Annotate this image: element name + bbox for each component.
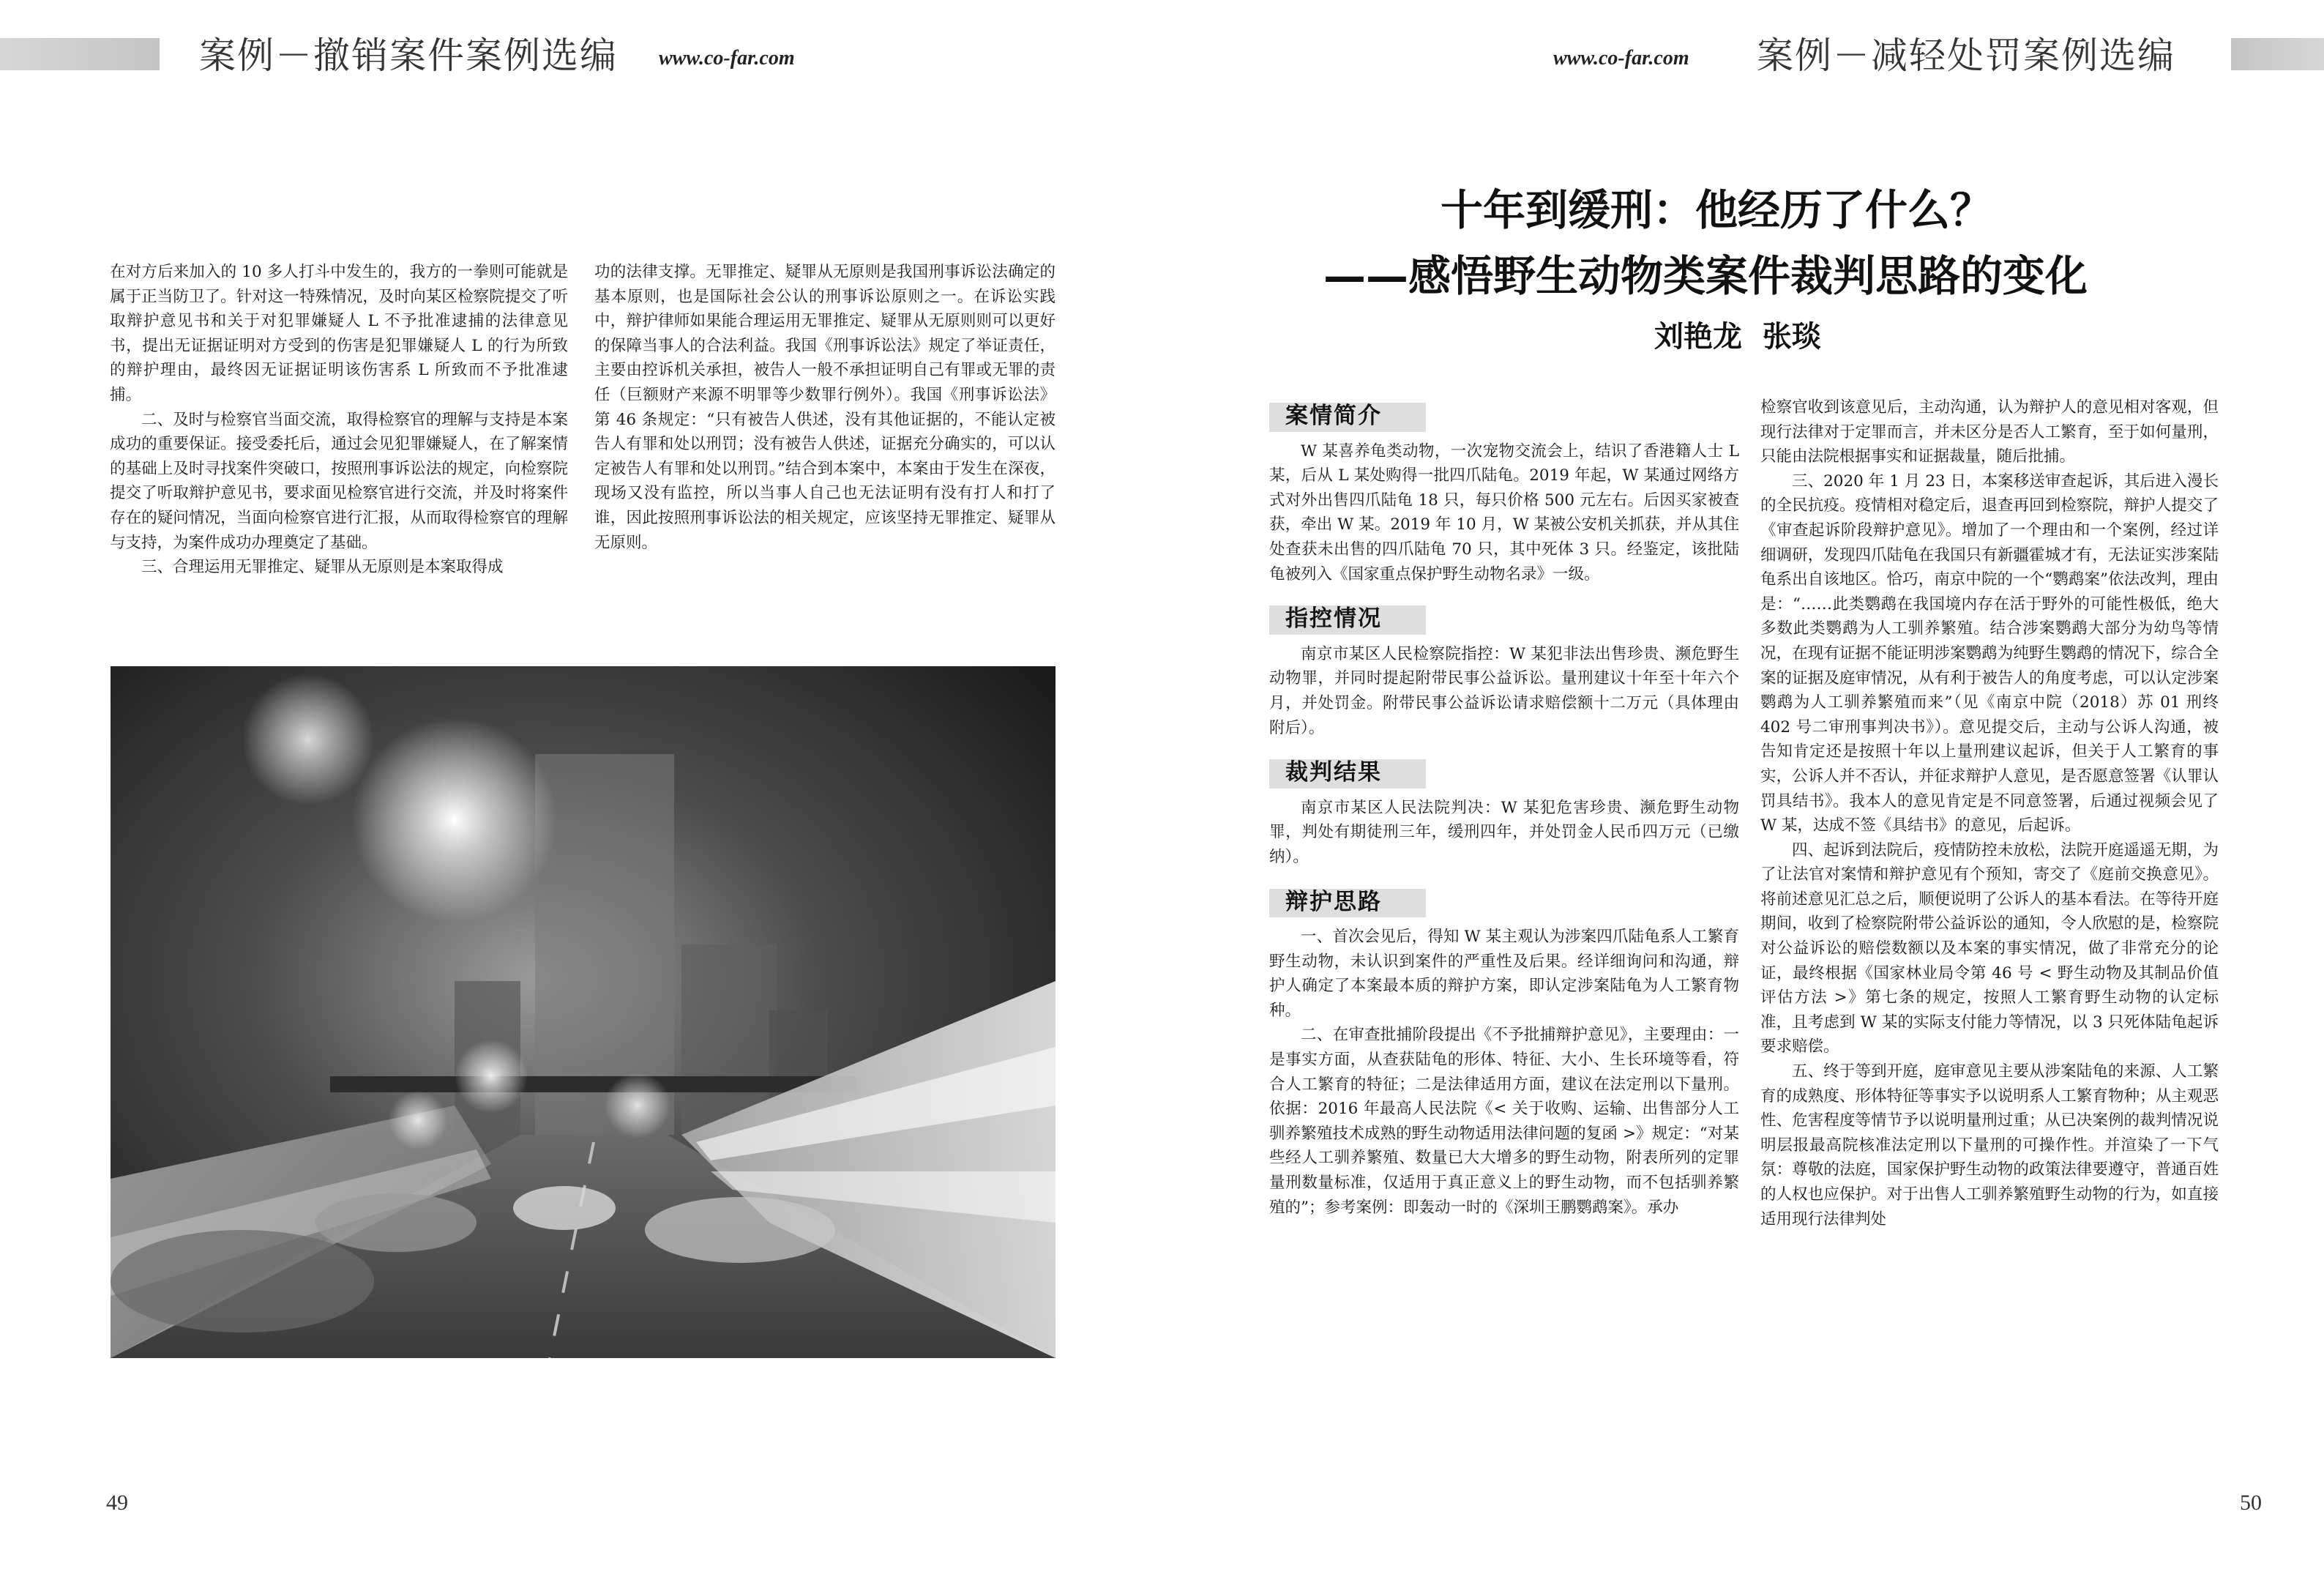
paragraph: 三、2020 年 1 月 23 日，本案移送审查起诉，其后进入漫长的全民抗疫。疫情相对稳定后，退查再回到检察院，辩护人提交了《审查起诉阶段辩护意见》。增加了一个理由和一个案例，经过详细调研，发现四爪陆龟在我国只有新疆霍城才有，无法证实涉案陆龟系出自该地区。恰巧，南京中院的一个“鹦鹉案”依法改判，理由是：“……此类鹦鹉在我国境内存在活于野外的可能性极低，绝大多数此类鹦鹉为人工驯养繁殖。结合涉案鹦鹉大部分为幼鸟等情况，在现有证据不能证明涉案鹦鹉为纯野生鹦鹉的情况下，综合全案的证据及庭审情况，从有利于被告人的角度考虑，可以认定涉案鹦鹉为人工驯养繁殖而来”（见《南京中院（2018）苏 01 刑终 402 号二审刑事判决书》）。意见提交后，主动与公诉人沟通，被告知肯定还是按照十年以上量刑建议起诉，但关于人工繁育的事实，公诉人并不否认，并征求辩护人意见，是否愿意签署《认罪认罚具结书》。我本人的意见肯定是不同意签署，后通过视频会见了 W 某，达成不签《具结书》的意见，后起诉。: [1760, 471, 2219, 835]
section-heading-defense: 辩护思路: [1269, 889, 1426, 918]
highway-photo-graphic: [111, 666, 1055, 1358]
paragraph: 功的法律支撑。无罪推定、疑罪从无原则是我国刑事诉讼法确定的基本原则，也是国际社会公认的刑事诉讼原则之一。在诉讼实践中，辩护律师如果能合理运用无罪推定、疑罪从无原则则可以更好的保障当事人的合法利益。我国《刑事诉讼法》规定了举证责任，主要由控诉机关承担，被告人一般不承担证明自己有罪或无罪的责任（巨额财产来源不明罪等少数罪行例外）。我国《刑事诉讼法》第 46 条规定：“只有被告人供述，没有其他证据的，不能认定被告人有罪和处以刑罚；没有被告人供述，证据充分确实的，可以认定被告人有罪和处以刑罚。”结合到本案中，本案由于发生在深夜，现场又没有监控，所以当事人自己也无法证明有没有打人和打了谁，因此按照刑事诉讼法的相关规定，应该坚持无罪推定、疑罪从无原则。: [594, 263, 1055, 552]
article-authors: 刘艳龙 张琰: [1654, 320, 1821, 354]
right-running-header: 案例－减轻处罚案例选编: [1757, 34, 2175, 77]
paragraph: W 某喜养龟类动物，一次宠物交流会上，结识了香港籍人士 L 某，后从 L 某处购得一批四爪陆龟。2019 年起，W 某通过网络方式对外出售四爪陆龟 18 只，每只价格 500 元左右。后因买家被查获，牵出 W 某。2019 年 10 月，W 某被公安机关抓获，并从其住处查获未出售的四爪陆龟 70 只，其中死体 3 只。经鉴定，该批陆龟被列入《国家重点保护野生动物名录》一级。: [1269, 441, 1739, 584]
night-highway-photo: [111, 666, 1055, 1358]
left-column-2: [594, 260, 1055, 555]
paragraph: 二、及时与检察官当面交流，取得检察官的理解与支持是本案成功的重要保证。接受委托后，通过会见犯罪嫌疑人，在了解案情的基础上及时寻找案件突破口，按照刑事诉讼法的规定，向检察院提交了听取辩护意见书，要求面见检察官进行交流，并及时将案件存在的疑问情况，当面向检察官进行汇报，从而取得检察官的理解与支持，为案件成功办理奠定了基础。: [110, 410, 568, 552]
paragraph: 检察官收到该意见后，主动沟通，认为辩护人的意见相对客观，但现行法律对于定罪而言，并未区分是否人工繁育，至于如何量刑，只能由法院根据事实和证据裁量，随后批捕。: [1760, 398, 2219, 466]
article-subtitle: ——感悟野生动物类案件裁判思路的变化: [1323, 251, 2088, 301]
left-column-1: [110, 260, 568, 580]
left-running-header: 案例－撤销案件案例选编: [199, 34, 618, 77]
right-column-2: [1760, 395, 2219, 1231]
right-header-url: www.co-far.com: [1553, 47, 1689, 70]
left-header-url: www.co-far.com: [659, 47, 795, 70]
left-header-bar: [0, 38, 160, 70]
paragraph: 五、终于等到开庭，庭审意见主要从涉案陆龟的来源、人工繁育的成熟度、形体特征等事实予以说明系人工繁育物种；从主观恶性、危害程度等情节予以说明量刑过重；从已决案例的裁判情况说明层报最高院核准法定刑以下量刑的可操作性。并渲染了一下气氛：尊敬的法庭，国家保护野生动物的政策法律要遵守，普通百姓的人权也应保护。对于出售人工驯养繁殖野生动物的行为，如直接适用现行法律判处: [1760, 1062, 2219, 1229]
paragraph: 二、在审查批捕阶段提出《不予批捕辩护意见》，主要理由：一是事实方面，从查获陆龟的形体、特征、大小、生长环境等看，符合人工繁育的特征；二是法律适用方面，建议在法定刑以下量刑。依据：2016 年最高人民法院《< 关于收购、运输、出售部分人工驯养繁殖技术成熟的野生动物适用法律问题的复函 >》规定：“对某些经人工驯养繁殖、数量已大大增多的野生动物，附表所列的定罪量刑数量标准，仅适用于真正意义上的野生动物，而不包括驯养繁殖的”；参考案例：即轰动一时的《深圳王鹏鹦鹉案》。承办: [1269, 1026, 1739, 1217]
left-page-number: 49: [106, 1491, 128, 1515]
section-heading-charges: 指控情况: [1269, 605, 1426, 635]
right-header-bar: [2231, 38, 2324, 70]
right-column-1: [1269, 395, 1739, 1220]
paragraph: 南京市某区人民检察院指控：W 某犯非法出售珍贵、濒危野生动物罪，并同时提起附带民事公益诉讼。量刑建议十年至十年六个月，并处罚金。附带民事公益诉讼请求赔偿额十二万元（具体理由附后）。: [1269, 644, 1739, 737]
section-heading-case-summary: 案情简介: [1269, 403, 1426, 432]
paragraph: 四、起诉到法院后，疫情防控未放松，法院开庭遥遥无期，为了让法官对案情和辩护意见有个预知，寄交了《庭前交换意见》。将前述意见汇总之后，顺便说明了公诉人的基本看法。在等待开庭期间，收到了检察院附带公益诉讼的通知，令人欣慰的是，检察院对公益诉讼的赔偿数额以及本案的事实情况，做了非常充分的论证，最终根据《国家林业局令第 46 号 < 野生动物及其制品价值评估方法 >》第七条的规定，按照人工繁育野生动物的认定标准，且考虑到 W 某的实际支付能力等情况，以 3 只死体陆龟起诉要求赔偿。: [1760, 840, 2219, 1056]
paragraph: 南京市某区人民法院判决：W 某犯危害珍贵、濒危野生动物罪，判处有期徒刑三年，缓刑四年，并处罚金人民币四万元（已缴纳）。: [1269, 798, 1739, 866]
section-heading-verdict: 裁判结果: [1269, 759, 1426, 788]
paragraph: 一、首次会见后，得知 W 某主观认为涉案四爪陆龟系人工繁育野生动物，未认识到案件的严重性及后果。经详细询问和沟通，辩护人确定了本案最本质的辩护方案，即认定涉案陆龟为人工繁育物种。: [1269, 928, 1739, 1020]
article-title: 十年到缓刑：他经历了什么？: [1441, 185, 1993, 235]
right-page-number: 50: [2240, 1491, 2262, 1515]
paragraph: 三、合理运用无罪推定、疑罪从无原则是本案取得成: [141, 558, 504, 577]
paragraph: 在对方后来加入的 10 多人打斗中发生的，我方的一拳则可能就是属于正当防卫了。针对这一特殊情况，及时向某区检察院提交了听取辩护意见书和关于对犯罪嫌疑人 L 不予批准逮捕的法律意见书，提出无证据证明对方受到的伤害是犯罪嫌疑人 L 的行为所致的辩护理由，最终因无证据证明该伤害系 L 所致而不予批准逮捕。: [110, 263, 568, 404]
